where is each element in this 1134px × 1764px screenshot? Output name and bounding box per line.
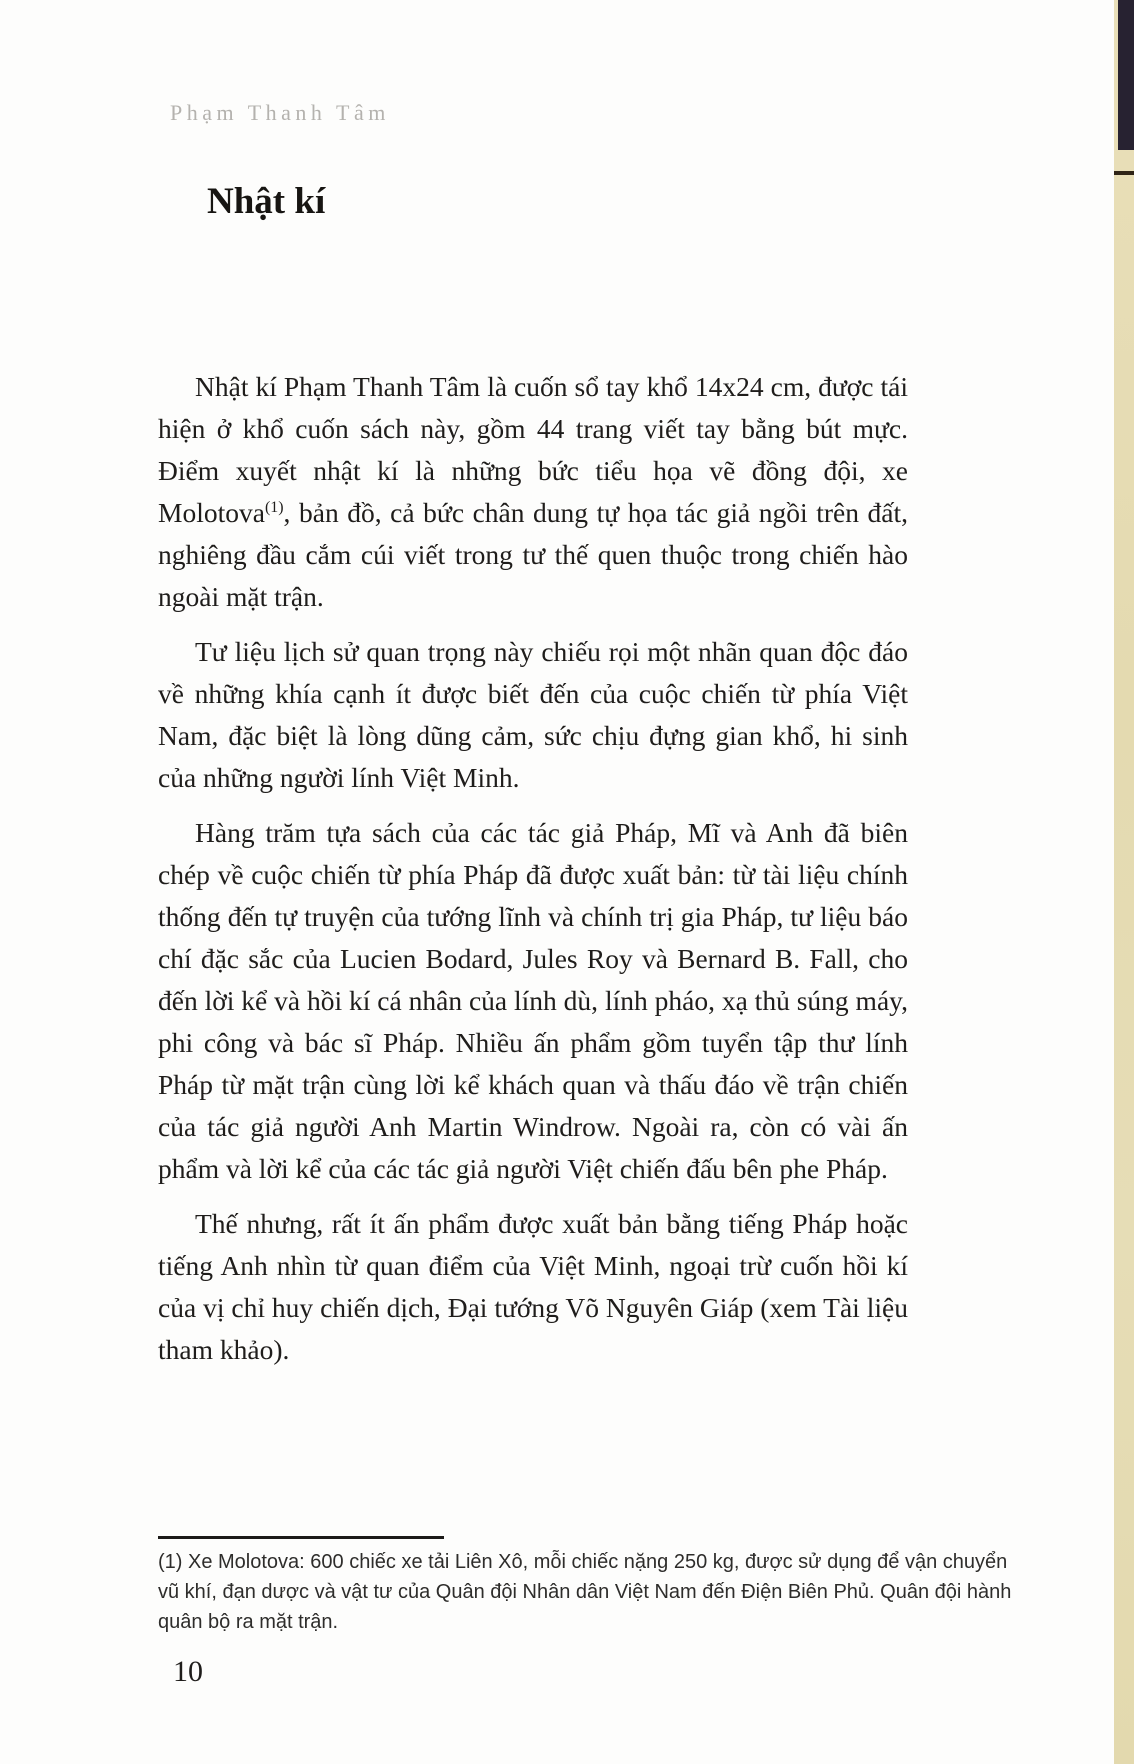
paragraph-1-text: Nhật kí Phạm Thanh Tâm là cuốn sổ tay khổ 14x24 cm, được tái hiện ở khổ cuốn sách này, gồm 44 trang viết tay bằng bút mực. Điểm xuyết nhật kí là những bức tiểu họa vẽ đồng đội, xe Molotova	[158, 371, 908, 528]
book-cover-edge	[1118, 0, 1134, 150]
footnote-text: (1) Xe Molotova: 600 chiếc xe tải Liên Xô, mỗi chiếc nặng 250 kg, được sử dụng để vận chuyển vũ khí, đạn dược và vật tư của Quân đội Nhân dân Việt Nam đến Điện Biên Phủ. Quân đội hành quân bộ ra mặt trận.	[158, 1551, 1012, 1633]
footnote-marker: (1)	[264, 498, 284, 516]
paragraph-1	[158, 366, 908, 618]
body-text	[158, 366, 908, 1384]
section-title: Nhật kí	[207, 181, 326, 222]
paragraph-2: Tư liệu lịch sử quan trọng này chiếu rọi một nhãn quan độc đáo về những khía cạnh ít được biết đến của cuộc chiến từ phía Việt Nam, đặc biệt là lòng dũng cảm, sức chịu đựng gian khổ, hi sinh của những người lính Việt Minh.	[158, 636, 908, 793]
book-edge-strip	[1114, 0, 1134, 1764]
book-edge-line	[1114, 171, 1134, 175]
paragraph-4: Thế nhưng, rất ít ấn phẩm được xuất bản bằng tiếng Pháp hoặc tiếng Anh nhìn từ quan điểm của Việt Minh, ngoại trừ cuốn hồi kí của vị chỉ huy chiến dịch, Đại tướng Võ Nguyên Giáp (xem Tài liệu tham khảo).	[158, 1208, 908, 1365]
footnote-separator	[158, 1536, 444, 1539]
paragraph-3: Hàng trăm tựa sách của các tác giả Pháp, Mĩ và Anh đã biên chép về cuộc chiến từ phía Pháp đã được xuất bản: từ tài liệu chính thống đến tự truyện của tướng lĩnh và chính trị gia Pháp, tư liệu báo chí đặc sắc của Lucien Bodard, Jules Roy và Bernard B. Fall, cho đến lời kể và hồi kí cá nhân của lính dù, lính pháo, xạ thủ súng máy, phi công và bác sĩ Pháp. Nhiều ấn phẩm gồm tuyển tập thư lính Pháp từ mặt trận cùng lời kể khách quan và thấu đáo về trận chiến của tác giả người Anh Martin Windrow. Ngoài ra, còn có vài ấn phẩm và lời kể của các tác giả người Việt chiến đấu bên phe Pháp.	[158, 817, 908, 1184]
paragraph-1-continuation: , bản đồ, cả bức chân dung tự họa tác giả ngồi trên đất, nghiêng đầu cắm cúi viết trong tư thế quen thuộc trong chiến hào ngoài mặt trận.	[158, 497, 908, 612]
running-header: Phạm Thanh Tâm	[170, 100, 390, 125]
page-number: 10	[173, 1655, 203, 1688]
